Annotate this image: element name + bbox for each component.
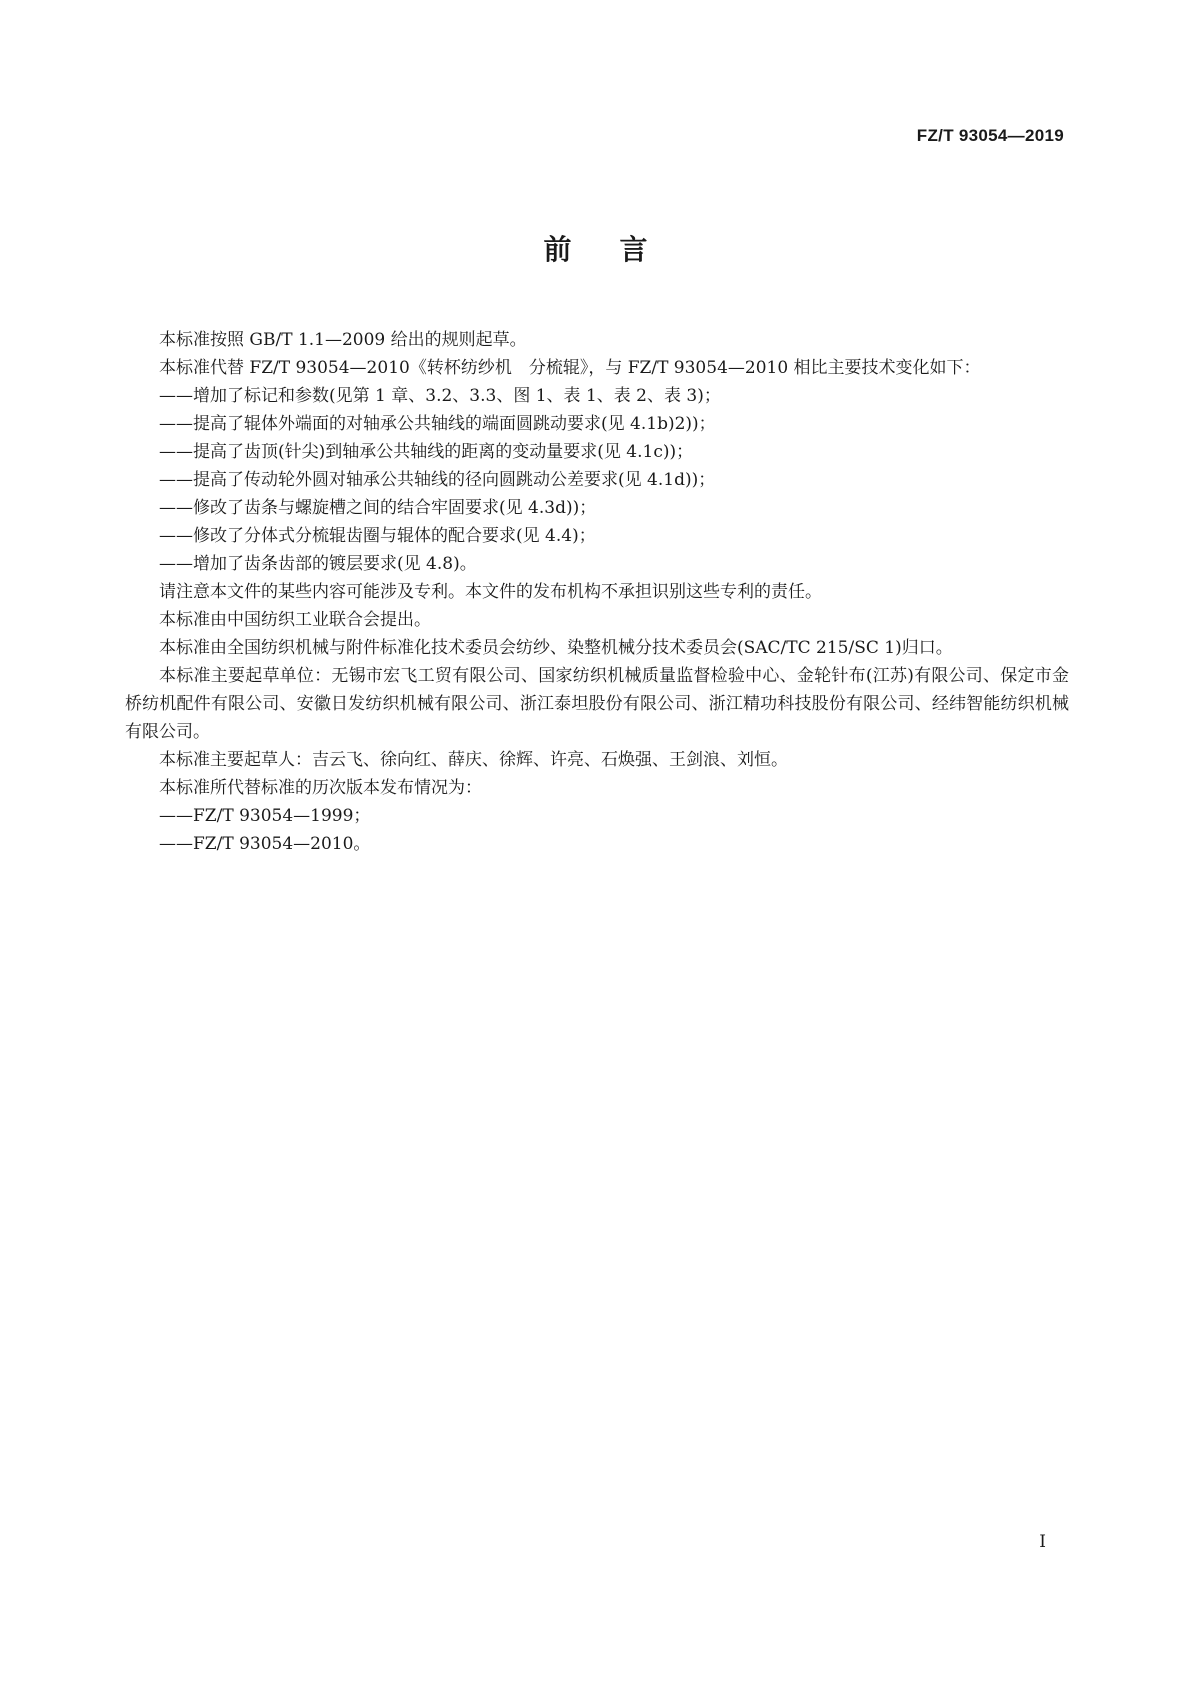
change-item: ——提高了齿顶(针尖)到轴承公共轴线的距离的变动量要求(见 4.1c))； bbox=[159, 442, 694, 462]
paragraph-version-history: 本标准所代替标准的历次版本发布情况为： bbox=[159, 778, 482, 798]
change-item: ——修改了齿条与螺旋槽之间的结合牢固要求(见 4.3d))； bbox=[159, 498, 597, 518]
version-item: ——FZ/T 93054—2010。 bbox=[159, 834, 371, 854]
page-title: 前言 bbox=[543, 233, 696, 266]
document-body bbox=[125, 326, 1069, 858]
paragraph-drafting-rules: 本标准按照 GB/T 1.1—2009 给出的规则起草。 bbox=[159, 330, 527, 350]
paragraph-replacement: 本标准代替 FZ/T 93054—2010《转杯纺纱机 分梳辊》，与 FZ/T 93054—2010 相比主要技术变化如下： bbox=[159, 358, 981, 378]
paragraph-administrator: 本标准由全国纺织机械与附件标准化技术委员会纺纱、染整机械分技术委员会(SAC/TC 215/SC 1)归口。 bbox=[159, 638, 953, 658]
paragraph-drafting-units: 本标准主要起草单位：无锡市宏飞工贸有限公司、国家纺织机械质量监督检验中心、金轮针布(江苏)有限公司、保定市金桥纺机配件有限公司、安徽日发纺织机械有限公司、浙江泰坦股份有限公司、浙江精功科技股份有限公司、经纬智能纺织机械有限公司。 bbox=[125, 666, 1069, 742]
page-number: I bbox=[1039, 1532, 1046, 1552]
paragraph-drafters: 本标准主要起草人：吉云飞、徐向红、薛庆、徐辉、许亮、石焕强、王剑浪、刘恒。 bbox=[159, 750, 788, 770]
paragraph-proposer: 本标准由中国纺织工业联合会提出。 bbox=[159, 610, 431, 630]
paragraph-patent-notice: 请注意本文件的某些内容可能涉及专利。本文件的发布机构不承担识别这些专利的责任。 bbox=[159, 582, 822, 602]
standard-code: FZ/T 93054—2019 bbox=[916, 126, 1064, 145]
version-item: ——FZ/T 93054—1999； bbox=[159, 806, 371, 826]
change-item: ——增加了齿条齿部的镀层要求(见 4.8)。 bbox=[159, 554, 477, 574]
change-item: ——提高了传动轮外圆对轴承公共轴线的径向圆跳动公差要求(见 4.1d))； bbox=[159, 470, 716, 490]
change-item: ——修改了分体式分梳辊齿圈与辊体的配合要求(见 4.4)； bbox=[159, 526, 596, 546]
change-item: ——提高了辊体外端面的对轴承公共轴线的端面圆跳动要求(见 4.1b)2))； bbox=[159, 414, 716, 434]
change-item: ——增加了标记和参数(见第 1 章、3.2、3.3、图 1、表 1、表 2、表 3)； bbox=[159, 386, 721, 406]
